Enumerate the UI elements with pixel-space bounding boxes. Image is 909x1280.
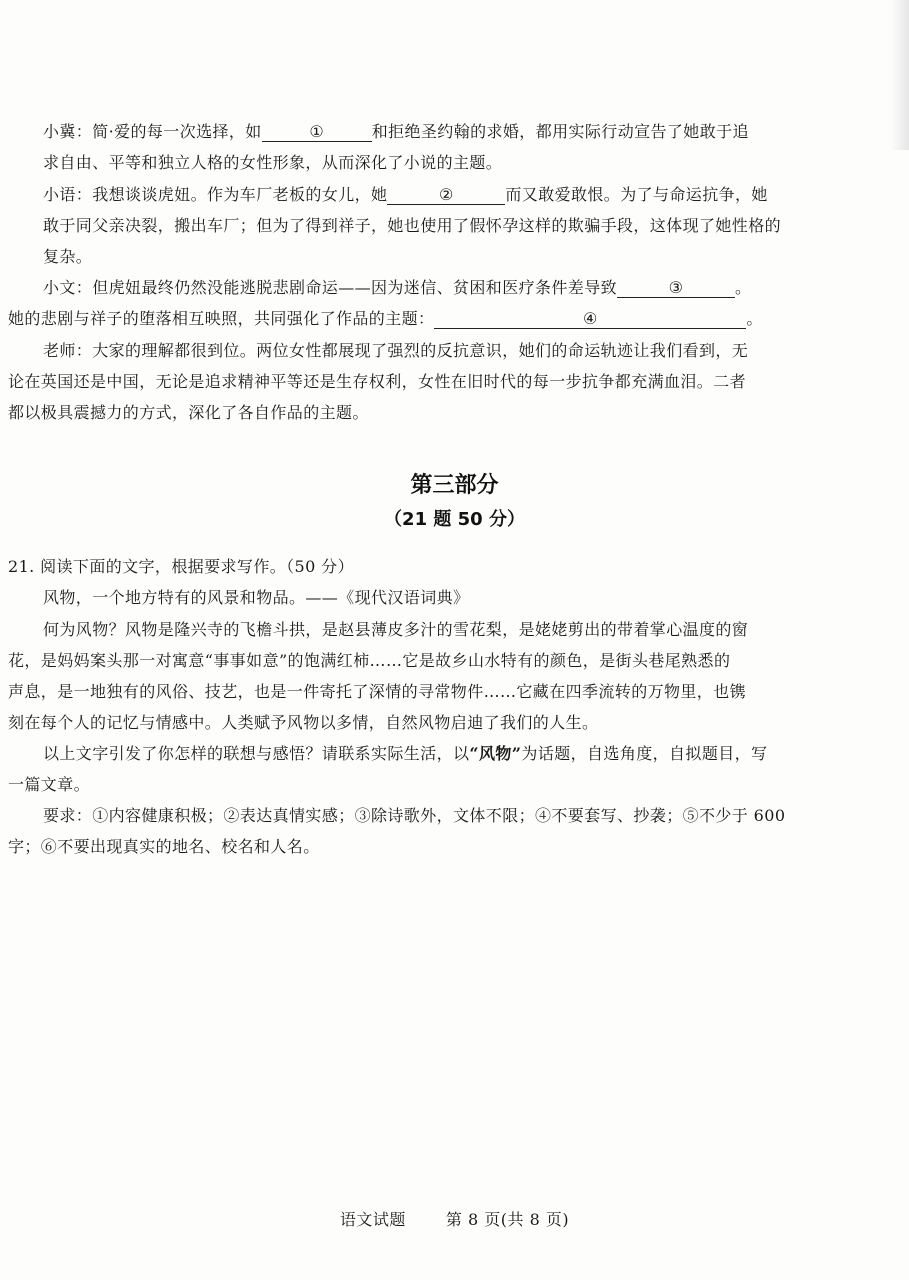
passage-line-1: 何为风物？风物是隆兴寺的飞檐斗拱，是赵县薄皮多汁的雪花梨，是姥姥剪出的带着掌心温度的窗 xyxy=(43,620,749,639)
q21-heading: 21. 阅读下面的文字，根据要求写作。（50 分） xyxy=(8,557,354,576)
teacher-line-1: 老师：大家的理解都很到位。两位女性都展现了强烈的反抗意识，她们的命运轨迹让我们看到，无 xyxy=(43,341,749,360)
part3-title: 第三部分 xyxy=(410,473,499,498)
prompt-topic: “风物” xyxy=(469,744,522,763)
speaker-teacher: 老师： xyxy=(43,341,93,360)
prompt-line-1: 以上文字引发了你怎样的联想与感悟？请联系实际生活，以“风物”为话题，自选角度，自拟题目，写 xyxy=(43,744,768,763)
xiaoyu-line-1: 小语：我想谈谈虎妞。作为车厂老板的女儿，她 ② 而又敢爱敢恨。为了与命运抗争，她 xyxy=(43,185,768,204)
xiaoji-line-2: 求自由、平等和独立人格的女性形象，从而深化了小说的主题。 xyxy=(43,153,503,172)
answer-blank-3: ③ xyxy=(617,279,735,298)
page-footer xyxy=(0,1207,909,1230)
passage-line-3: 声息，是一地独有的风俗、技艺，也是一件寄托了深情的寻常物件……它藏在四季流转的万物里，也镌 xyxy=(8,682,747,701)
part3-subtitle: （21 题 50 分） xyxy=(384,509,525,530)
speaker-xiaoyu: 小语： xyxy=(43,185,93,204)
speaker-xiaoji: 小冀： xyxy=(43,122,93,141)
xiaowen-line-2: 她的悲剧与祥子的堕落相互映照，共同强化了作品的主题： ④ 。 xyxy=(8,309,763,328)
definition-line: 风物，一个地方特有的风景和物品。——《现代汉语词典》 xyxy=(43,588,470,607)
answer-blank-4: ④ xyxy=(434,310,746,329)
teacher-line-2: 论在英国还是中国，无论是追求精神平等还是生存权利，女性在旧时代的每一步抗争都充满血泪。二者 xyxy=(8,372,747,391)
requirements-line-1: 要求：①内容健康积极；②表达真情实感；③除诗歌外，文体不限；④不要套写、抄袭；⑤不少于 600 xyxy=(43,806,786,825)
speaker-xiaowen: 小文： xyxy=(43,278,93,297)
footer-subject: 语文试题 xyxy=(339,1210,406,1229)
passage-line-2: 花，是妈妈案头那一对寓意“事事如意”的饱满红柿……它是故乡山水特有的颜色，是街头巷尾熟悉的 xyxy=(8,651,731,670)
footer-page-number: 第 8 页(共 8 页) xyxy=(445,1210,570,1229)
xiaowen-line-1: 小文：但虎妞最终仍然没能逃脱悲剧命运——因为迷信、贫困和医疗条件差导致 ③ 。 xyxy=(43,278,752,297)
scan-edge-shadow xyxy=(891,0,909,150)
teacher-line-3: 都以极具震撼力的方式，深化了各自作品的主题。 xyxy=(8,403,369,422)
prompt-line-2: 一篇文章。 xyxy=(8,775,91,794)
xiaoyu-line-3: 复杂。 xyxy=(43,247,93,266)
requirements-line-2: 字；⑥不要出现真实的地名、校名和人名。 xyxy=(8,837,320,856)
answer-blank-1: ① xyxy=(262,123,372,142)
answer-blank-2: ② xyxy=(387,186,505,205)
xiaoyu-line-2: 敢于同父亲决裂，搬出车厂；但为了得到祥子，她也使用了假怀孕这样的欺骗手段，这体现了她性格的 xyxy=(43,216,782,235)
xiaoji-line-1: 小冀：简·爱的每一次选择，如 ① 和拒绝圣约翰的求婚，都用实际行动宣告了她敢于追 xyxy=(43,122,749,141)
passage-line-4: 刻在每个人的记忆与情感中。人类赋予风物以多情，自然风物启迪了我们的人生。 xyxy=(8,713,599,732)
